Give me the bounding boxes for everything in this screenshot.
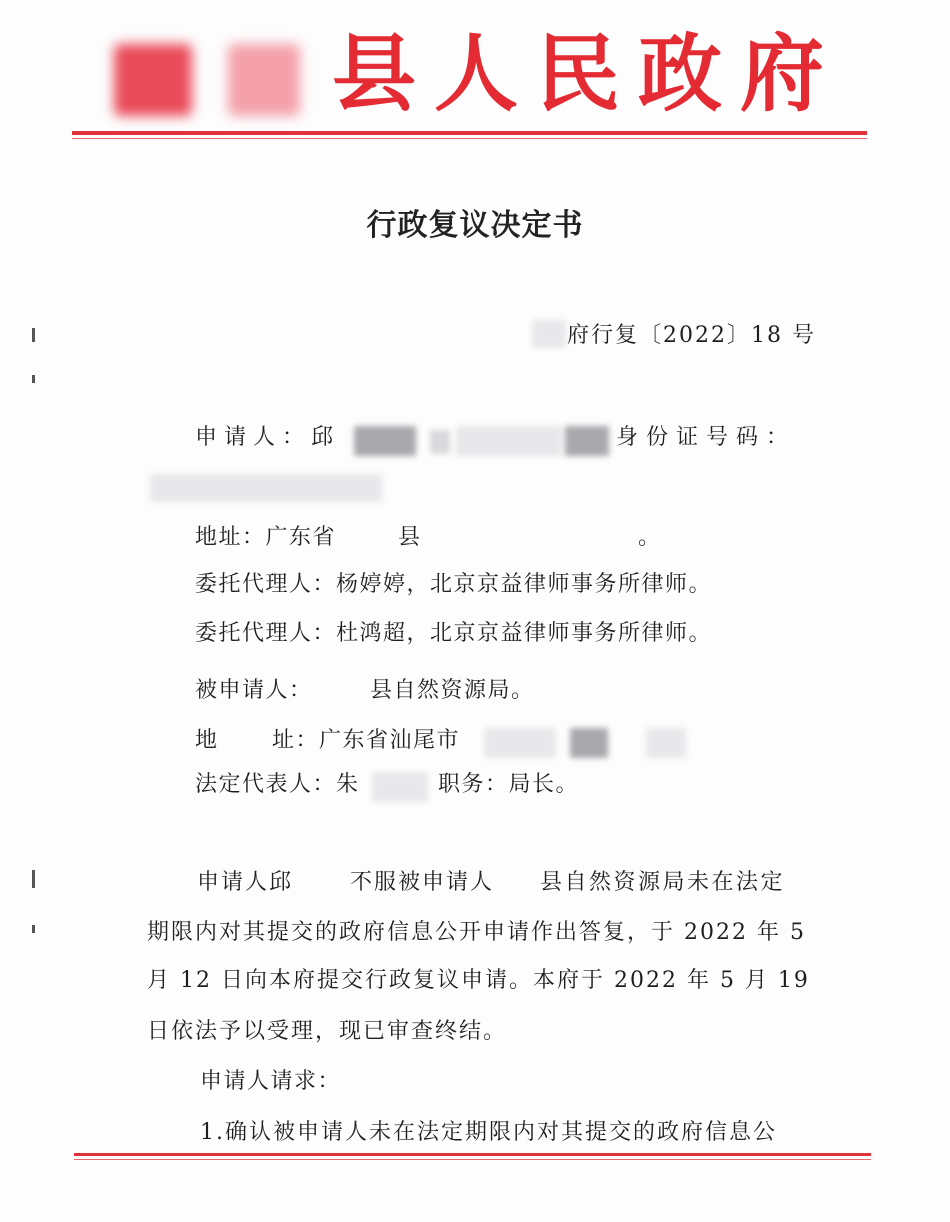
applicant-address-prefix: 地址：广东省 <box>195 525 337 550</box>
scan-mark <box>32 328 35 342</box>
letterhead <box>110 22 843 123</box>
header-rule <box>72 131 867 135</box>
legal-representative: 法定代表人：朱 <box>195 772 360 797</box>
body-line: 不服被申请人 <box>350 870 495 895</box>
respondent-address: 址：广东省汕尾市 <box>272 728 461 753</box>
agent-2: 委托代理人：杜鸿超，北京京益律师事务所律师。 <box>195 621 713 646</box>
respondent-name: 县自然资源局。 <box>370 678 535 703</box>
redaction-block <box>484 728 556 758</box>
redaction-block <box>565 426 609 456</box>
applicant-address-county: 县 <box>398 525 422 550</box>
footer-rule-thin <box>74 1159 871 1160</box>
applicant-address-end: 。 <box>638 525 662 550</box>
redaction-block <box>570 728 608 758</box>
respondent-label: 被申请人： <box>195 678 313 703</box>
body-line: 月 12 日向本府提交行政复议申请。本府于 2022 年 5 月 19 <box>147 968 810 993</box>
body-line: 日依法予以受理，现已审查终结。 <box>147 1019 508 1044</box>
legal-representative-duty: 职务：局长。 <box>438 772 580 797</box>
redaction-block <box>354 426 416 456</box>
document-title: 行政复议决定书 <box>366 208 584 243</box>
footer-rule <box>74 1153 871 1156</box>
requests-heading: 申请人请求： <box>200 1069 342 1094</box>
scan-mark <box>32 870 35 888</box>
letterhead-title: 县人民政府 <box>332 25 843 123</box>
scan-mark <box>32 925 35 933</box>
redaction-block <box>430 430 450 454</box>
redaction-block <box>150 474 382 502</box>
redaction-block <box>532 320 566 348</box>
redaction-block <box>646 728 686 758</box>
body-line: 申请人邱 <box>197 870 294 895</box>
redaction-block <box>372 772 428 802</box>
redaction-block <box>114 44 192 116</box>
applicant-line: 申请人：邱 <box>195 425 341 450</box>
header-rule-thin <box>72 138 867 139</box>
redaction-block <box>228 44 300 116</box>
body-line: 期限内对其提交的政府信息公开申请作出答复，于 2022 年 5 <box>147 920 806 945</box>
body-line: 县自然资源局未在法定 <box>540 870 786 895</box>
scan-mark <box>32 375 35 383</box>
redaction-block <box>456 426 562 456</box>
request-item: 1.确认被申请人未在法定期限内对其提交的政府信息公 <box>200 1120 777 1145</box>
id-number-label: 身份证号码： <box>616 425 797 450</box>
document-number: 府行复〔2022〕18 号 <box>567 323 816 348</box>
agent-1: 委托代理人：杨婷婷，北京京益律师事务所律师。 <box>195 572 713 597</box>
respondent-address-label: 地 <box>195 728 219 753</box>
